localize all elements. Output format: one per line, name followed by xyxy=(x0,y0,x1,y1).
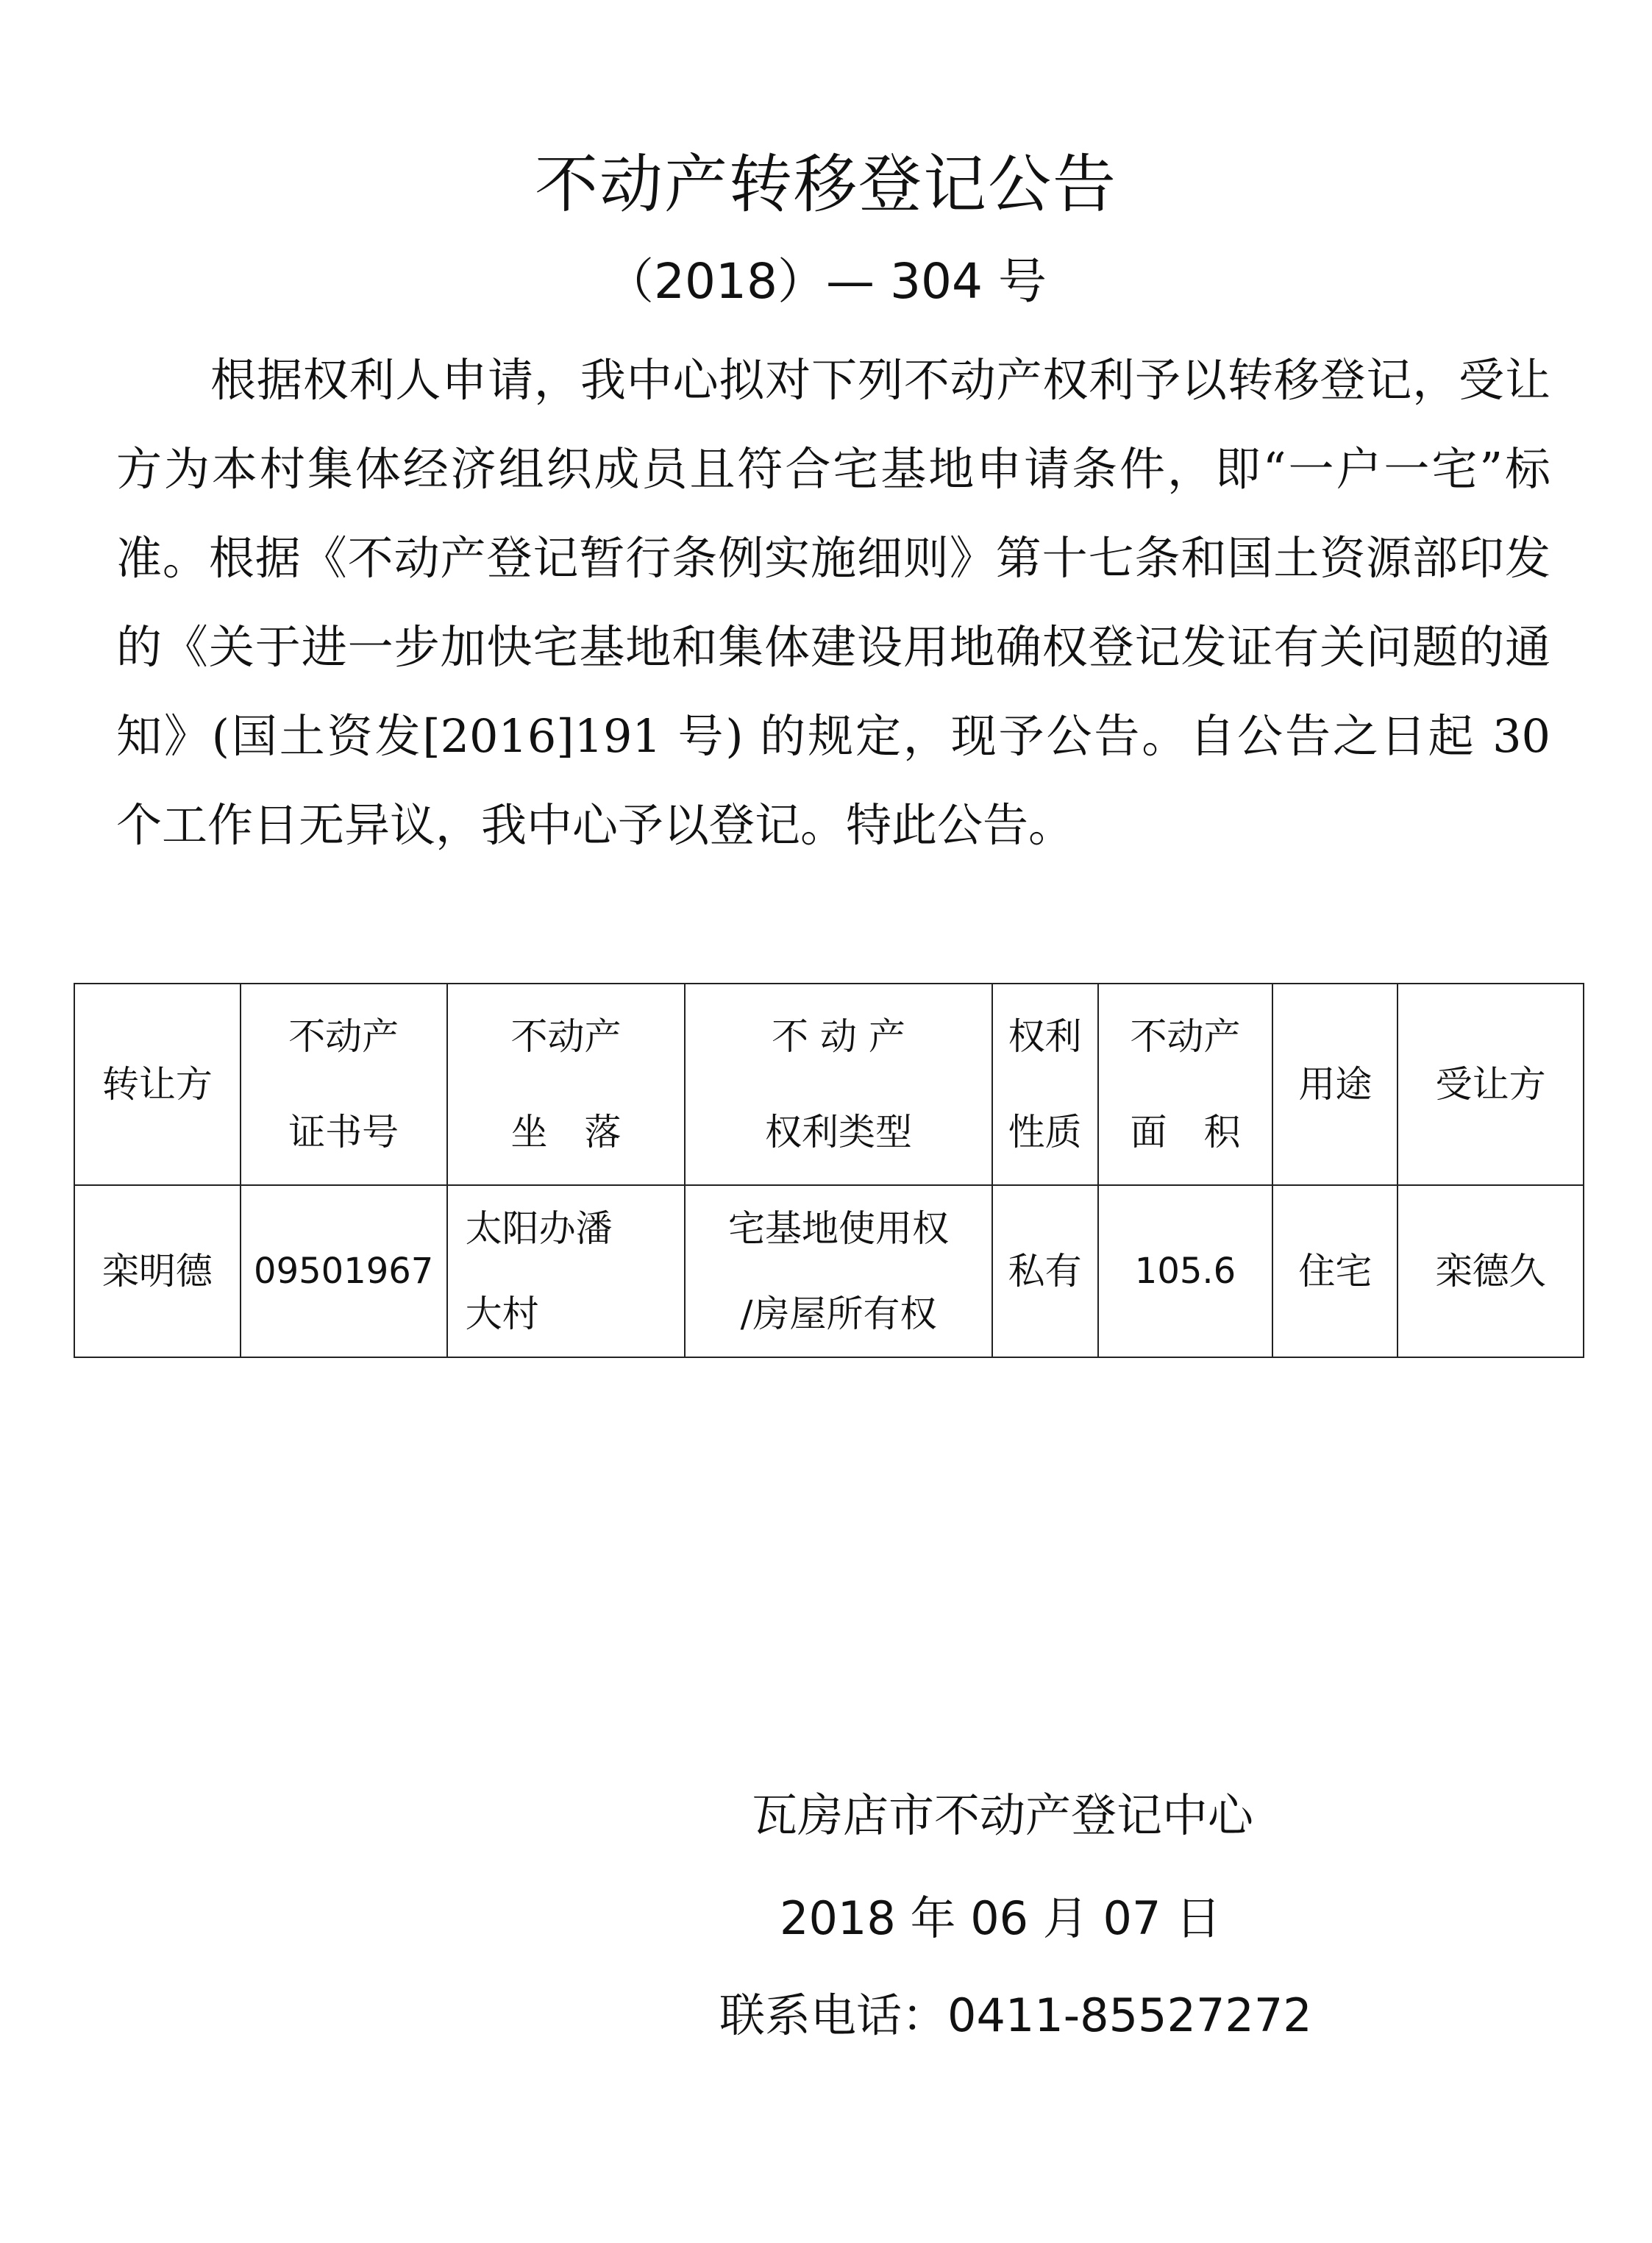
notice-title: 不动产转移登记公告 xyxy=(535,148,1117,221)
cell-right-type xyxy=(685,1185,991,1357)
contact-phone: 联系电话：0411-85527272 xyxy=(719,1988,1312,2042)
header-label-line2: 面 积 xyxy=(1130,1111,1241,1154)
header-label-line1: 不动产 xyxy=(510,1015,622,1058)
header-usage xyxy=(1272,984,1398,1185)
header-label-line2: 性质 xyxy=(1008,1111,1082,1154)
header-usage-label: 用途 xyxy=(1298,1063,1372,1106)
cell-area: 105.6 xyxy=(1098,1185,1273,1357)
cell-location xyxy=(447,1185,686,1357)
header-label-line1: 权利 xyxy=(1008,1015,1082,1058)
issuer-name: 瓦房店市不动产登记中心 xyxy=(752,1788,1254,1842)
table-row xyxy=(74,1185,1584,1357)
header-transferee-label: 受让方 xyxy=(1435,1063,1546,1106)
header-right-nature xyxy=(992,984,1098,1185)
header-label-line1: 不 动 产 xyxy=(772,1015,905,1058)
cell-location-line1: 太阳办潘 xyxy=(465,1207,613,1250)
table-header-row xyxy=(74,984,1584,1185)
header-area xyxy=(1098,984,1273,1185)
header-transferee xyxy=(1398,984,1584,1185)
header-right-type xyxy=(685,984,991,1185)
header-label-line1: 不动产 xyxy=(1130,1015,1241,1058)
registration-table xyxy=(74,983,1584,1358)
header-transferor-label: 转让方 xyxy=(102,1063,213,1106)
header-label-line2: 权利类型 xyxy=(765,1111,913,1154)
header-certificate-no xyxy=(241,984,447,1185)
header-label-line2: 坐 落 xyxy=(510,1111,622,1154)
notice-body: 根据权利人申请，我中心拟对下列不动产权利予以转移登记，受让方为本村集体经济组织成员且符合宅基地申请条件，即“一户一宅”标准。根据《不动产登记暂行条例实施细则》第十七条和国土资源部印发的《关于进一步加快宅基地和集体建设用地确权登记发证有关问题的通知》(国土资发[2016]191 号) 的规定，现予公告。自公告之日起 30 个工作日无异议，我中心予以登记。特此公告。 xyxy=(116,353,1550,852)
document-number: （2018）— 304 号 xyxy=(605,253,1047,310)
cell-right-nature: 私有 xyxy=(992,1185,1098,1357)
cell-transferee: 栾德久 xyxy=(1398,1185,1584,1357)
header-label-line2: 证书号 xyxy=(288,1111,399,1154)
cell-certificate-no: 09501967 xyxy=(241,1185,447,1357)
issue-date: 2018 年 06 月 07 日 xyxy=(780,1891,1222,1945)
header-location xyxy=(447,984,686,1185)
cell-right-type-line1: 宅基地使用权 xyxy=(728,1207,950,1250)
cell-usage: 住宅 xyxy=(1272,1185,1398,1357)
header-transferor xyxy=(74,984,241,1185)
cell-location-line2: 大村 xyxy=(465,1293,539,1335)
header-label-line1: 不动产 xyxy=(288,1015,399,1058)
cell-right-type-line2: /房屋所有权 xyxy=(740,1293,937,1335)
cell-transferor: 栾明德 xyxy=(74,1185,241,1357)
